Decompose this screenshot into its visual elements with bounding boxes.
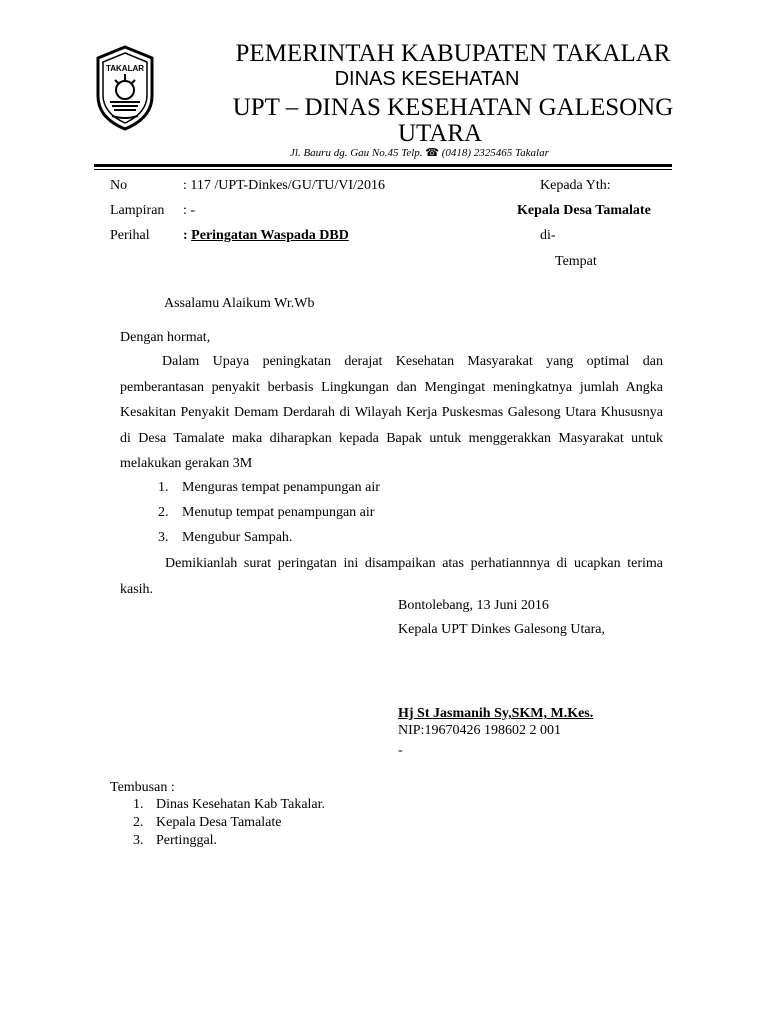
recipient-place: Tempat — [555, 254, 597, 269]
header-unit: UPT – DINAS KESEHATAN GALESONG — [232, 94, 674, 121]
address-text: Jl. Bauru dg. Gau No.45 Telp. — [290, 147, 423, 159]
perihal-colon: : — [183, 228, 188, 243]
perihal-subject: Peringatan Waspada DBD — [191, 228, 349, 243]
greeting: Dengan hormat, — [120, 330, 211, 345]
signer-nip: NIP:19670426 198602 2 001 — [398, 723, 561, 738]
no-label: No — [110, 178, 128, 193]
signer-position: Kepala UPT Dinkes Galesong Utara, — [398, 622, 605, 637]
address-phone: (0418) 2325465 Takalar — [441, 147, 549, 159]
tembusan-item-number: 1. — [133, 797, 144, 812]
place-date: Bontolebang, 13 Juni 2016 — [398, 598, 549, 613]
body-paragraph: Dalam Upaya peningkatan derajat Kesehatan Masyarakat yang optimal dan pemberantasan penyakit berbasis Lingkungan dan Mengingat meningkatnya jumlah Angka Kesakitan Penyakit Demam Derdarah di Wilayah Kerja Puskesmas Galesong Utara Khususnya di Desa Tamalate maka diharapkan kepada Bapak untuk menggerakkan Masyarakat untuk melakukan gerakan 3M — [120, 354, 663, 471]
recipient-greeting: Kepada Yth: — [540, 178, 611, 193]
telephone-icon: ☎ — [425, 147, 439, 159]
lampiran-label: Lampiran — [110, 203, 165, 218]
tembusan-item: Dinas Kesehatan Kab Takalar. — [156, 797, 326, 812]
closing-paragraph: Demikianlah surat peringatan ini disampaikan atas perhatiannnya di ucapkan terima kasih. — [120, 556, 663, 597]
header-rule-thick — [94, 164, 672, 167]
header-government: PEMERINTAH KABUPATEN TAKALAR — [235, 40, 671, 67]
lampiran-value: : - — [183, 203, 196, 218]
salutation: Assalamu Alaikum Wr.Wb — [164, 296, 315, 311]
signer-name: Hj St Jasmanih Sy,SKM, M.Kes. — [398, 706, 594, 721]
svg-text:TAKALAR: TAKALAR — [105, 64, 145, 73]
tembusan-item-number: 3. — [133, 833, 144, 848]
list-item-number: 2. — [158, 505, 169, 520]
list-item-number: 1. — [158, 480, 169, 495]
perihal-value — [183, 228, 349, 244]
header-department: DINAS KESEHATAN — [334, 68, 520, 90]
tembusan-item: Pertinggal. — [156, 833, 218, 848]
tembusan-item-number: 2. — [133, 815, 144, 830]
list-item: Menutup tempat penampungan air — [182, 505, 375, 520]
recipient-name: Kepala Desa Tamalate — [517, 203, 651, 218]
no-value: : 117 /UPT-Dinkes/GU/TU/VI/2016 — [183, 178, 385, 193]
signer-dash: - — [398, 743, 403, 758]
list-item: Mengubur Sampah. — [182, 530, 293, 545]
perihal-label: Perihal — [110, 228, 150, 243]
list-item: Menguras tempat penampungan air — [182, 480, 380, 495]
tembusan-item: Kepala Desa Tamalate — [156, 815, 282, 830]
header-address — [290, 146, 549, 159]
tembusan-label: Tembusan : — [110, 780, 175, 795]
header-unit-continued: UTARA — [397, 120, 483, 147]
header-rule-thin — [94, 169, 672, 170]
list-item-number: 3. — [158, 530, 169, 545]
recipient-di: di- — [540, 228, 556, 243]
